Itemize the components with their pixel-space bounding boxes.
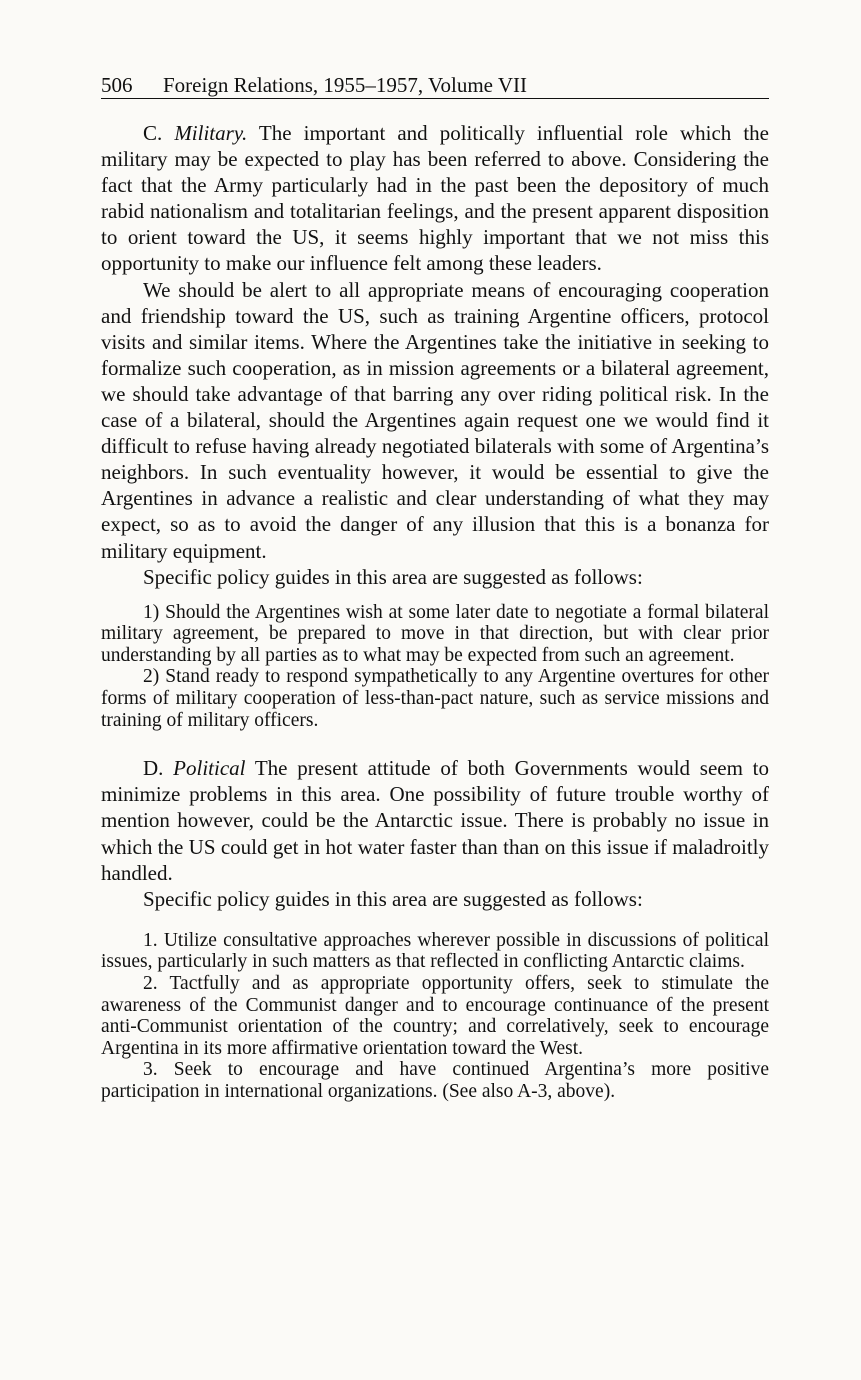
section-d-guides-intro: Specific policy guides in this area are suggested as follows:	[143, 886, 643, 911]
section-d-heading: Political	[173, 756, 246, 781]
section-c-guides-intro: Specific policy guides in this area are suggested as follows:	[143, 564, 643, 589]
running-title: Foreign Relations, 1955–1957, Volume VII	[163, 73, 527, 97]
section-c-item-2: 2) Stand ready to respond sympathetically to any Argentine overtures for other forms of military cooperation of less-than-pact nature, such as service missions and training of military officers.	[101, 666, 769, 731]
running-header	[101, 72, 769, 99]
section-c-paragraph-2: We should be alert to all appropriate means of encouraging cooperation and friendship toward the US, such as training Argentine officers, protocol visits and similar items. Where the Argentines take the initiative in seeking to formalize such cooperation, as in mission agreements or a bilateral agreement, we should take advantage of that barring any over riding political risk. In the case of a bilateral, should the Argentines again request one we would find it difficult to refuse having already negotiated bilaterals with some of Argentina’s neighbors. In such eventuality however, it would be essential to give the Argentines in advance a realistic and clear understanding of what they may expect, so as to avoid the danger of any illusion that this is a bonanza for military equipment.	[101, 277, 769, 563]
page-number: 506	[101, 73, 133, 97]
section-d-item-3: 3. Seek to encourage and have continued Argentina’s more positive participation in international organizations. (See also A-3, above).	[101, 1059, 769, 1102]
page-body	[101, 120, 769, 1103]
section-d-para1-text: The present attitude of both Governments would seem to minimize problems in this area. One possibility of future trouble worthy of mention however, could be the Antarctic issue. There is probably no issue in which the US could get in hot water faster than than on this issue if maladroitly handled.	[101, 756, 769, 885]
section-d-item-2: 2. Tactfully and as appropriate opportunity offers, seek to stimulate the awareness of the Communist danger and to encourage continuance of the present anti-Communist orientation of the country; and correlatively, seek to encourage Argentina in its more affirmative orientation toward the West.	[101, 973, 769, 1059]
section-c-para1-text: The important and politically influential role which the military may be expected to play has been referred to above. Considering the fact that the Army particularly had in the past been the depository of much rabid nationalism and totalitarian feelings, and the present apparent disposition to orient toward the US, it seems highly important that we not miss this opportunity to make our influence felt among these leaders.	[101, 121, 769, 276]
section-c-heading: Military.	[174, 121, 248, 145]
section-c-item-1: 1) Should the Argentines wish at some later date to negotiate a formal bilateral military agreement, be prepared to move in that direction, but with clear prior understanding by all parties as to what may be expected from such an agreement.	[101, 601, 769, 666]
section-d-prefix: D.	[143, 756, 174, 781]
section-c-prefix: C.	[143, 121, 175, 145]
section-d-paragraph-1	[101, 755, 769, 885]
section-c-paragraph-1	[101, 120, 769, 277]
section-d-item-1: 1. Utilize consultative approaches wherever possible in discussions of political issues, particularly in such matters as that reflected in conflicting Antarctic claims.	[101, 929, 769, 973]
